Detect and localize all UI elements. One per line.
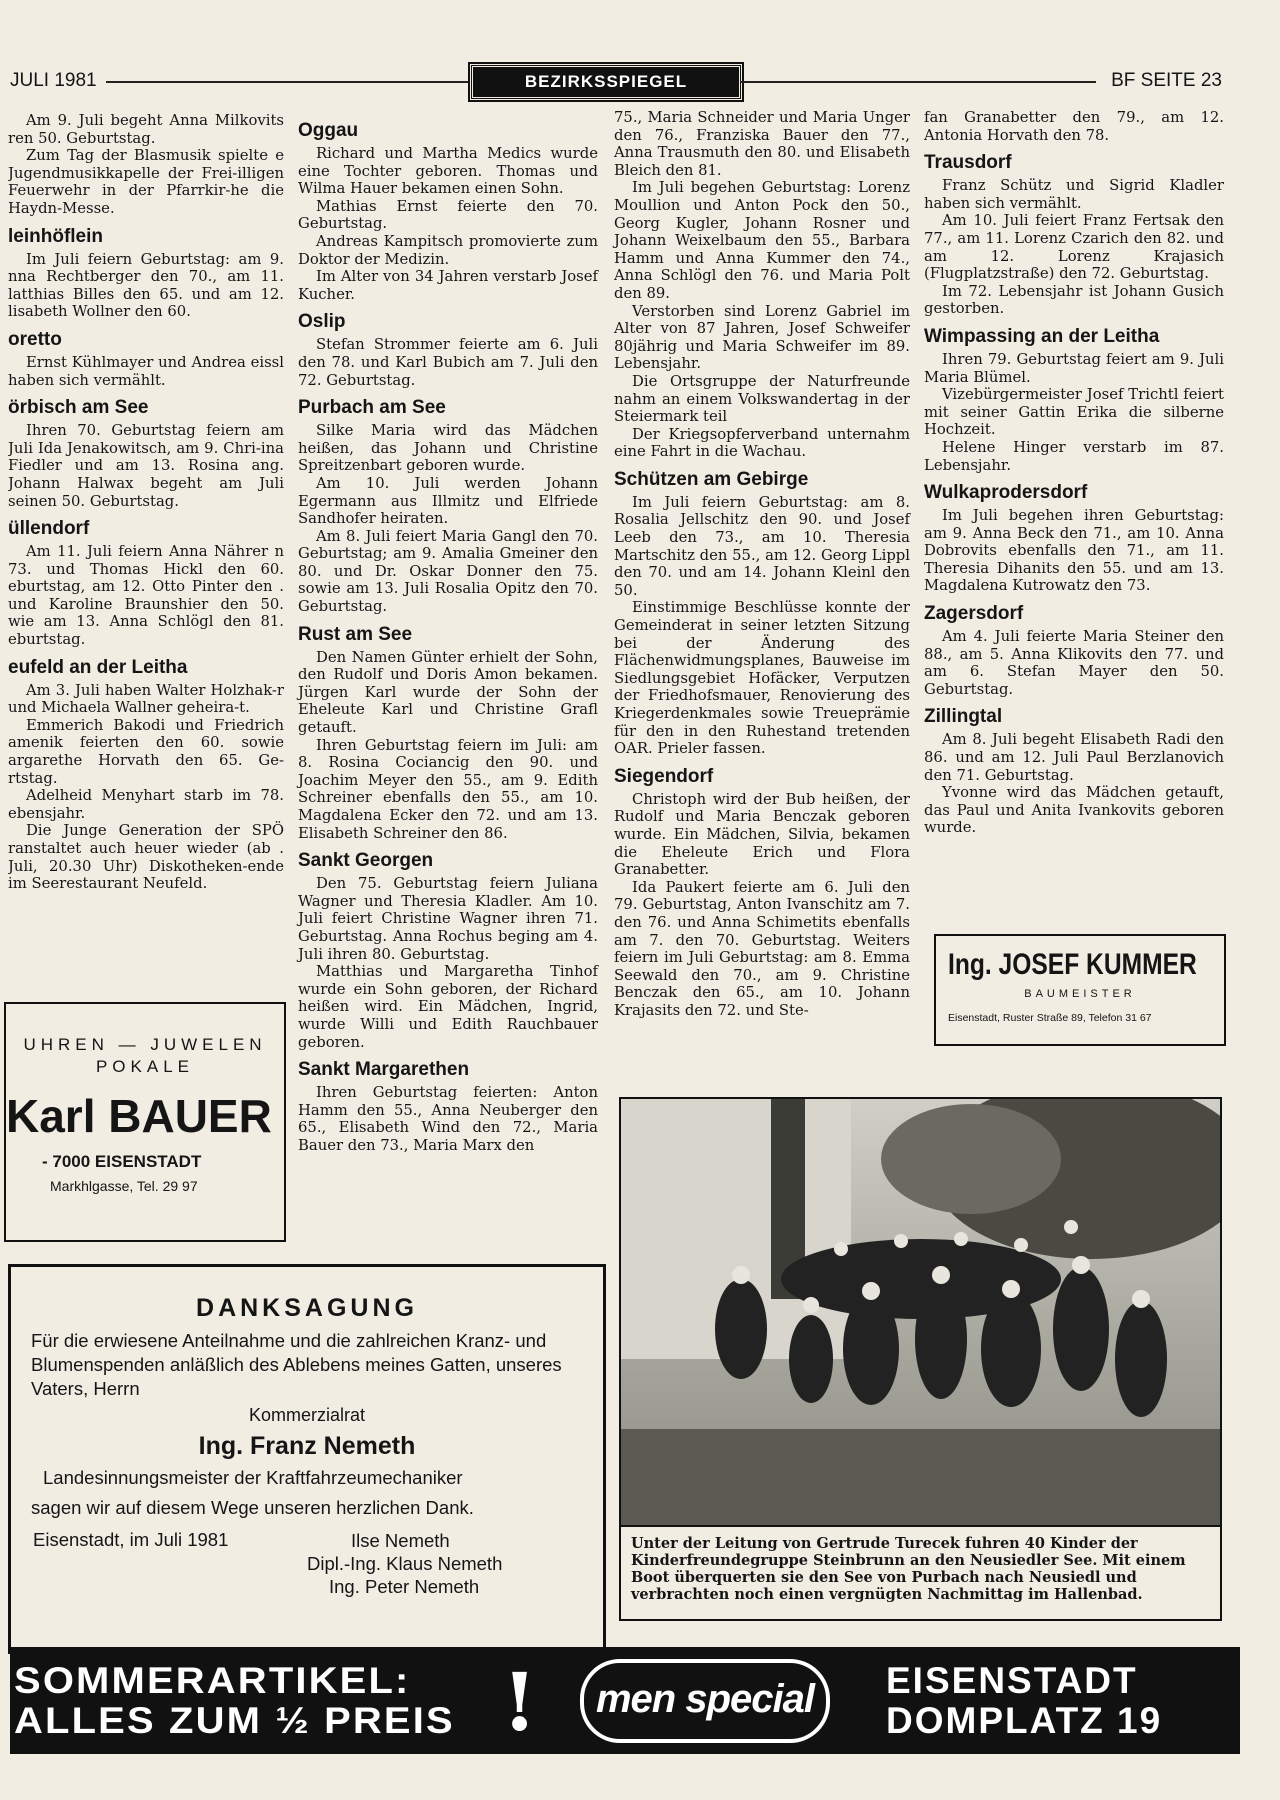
article-paragraph: Helene Hinger verstarb im 87. Lebensjahr. — [924, 438, 1224, 474]
section-heading: eufeld an der Leitha — [8, 656, 188, 678]
section-heading: Sankt Georgen — [298, 850, 434, 872]
section-heading: örbisch am See — [8, 397, 149, 419]
builder-ad-title: BAUMEISTER — [1024, 988, 1136, 1000]
banner-exclamation: ! — [502, 1655, 538, 1749]
article-paragraph: Richard und Martha Medics wurde eine Tochter geboren. Thomas und Wilma Hauer bekamen einen Sohn. — [298, 145, 598, 198]
sale-banner-ad — [10, 1647, 1240, 1754]
section-title: BEZIRKSSPIEGEL — [470, 64, 742, 100]
article-paragraph: Im Juli feiern Geburtstag: am 9. nna Rechtberger den 70., am 11. latthias Billes den 65. und am 12. lisabeth Wollner den 60. — [8, 250, 284, 321]
article-paragraph: Den Namen Günter erhielt der Sohn, den Rudolf und Doris Amon bekamen. Jürgen Karl wurde der Sohn der Eheleute Karl und Christine Grafl getauft. — [298, 648, 598, 737]
article-paragraph: Zum Tag der Blasmusik spielte e Jugendmusikkapelle der Frei-illigen Feuerwehr in der Pfarrkir-he die Haydn-Messe. — [8, 147, 284, 217]
article-paragraph: Franz Schütz und Sigrid Kladler haben sich vermählt. — [924, 177, 1224, 212]
notice-role: Landesinnungsmeister der Kraftfahrzeumechaniker — [43, 1467, 463, 1488]
article-paragraph: Ihren Geburtstag feiern im Juli: am 8. Rosina Cociancig den 90. und Joachim Meyer den 55., am 9. Edith Schreiner ebenfalls den 55., am 10. Magdalena Ecker den 72. und am 13. Elisabeth Schreiner den 86. — [298, 736, 598, 842]
notice-name: Ing. Franz Nemeth — [198, 1432, 416, 1460]
article-paragraph: Stefan Strommer feierte am 6. Juli den 78. und Karl Bubich am 7. Juli den 72. Geburtstag. — [298, 336, 598, 389]
photo-caption-text: Unter der Leitung von Gertrude Turecek fuhren 40 Kinder der Kinderfreundegruppe Steinbrunn an den Neusiedler See. Mit einem Boot überquerten sie den See von Purbach nach Neusiedl und verbrachten noch einen vergnügten Nachmittag im Hallenbad. — [631, 1535, 1186, 1603]
banner-left-text — [14, 1661, 455, 1741]
article-paragraph: Am 10. Juli feiert Franz Fertsak den 77., am 11. Lorenz Czarich den 82. und am 12. Lorenz Krajasich (Flugplatzstraße) den 72. Geburtstag. — [924, 212, 1224, 283]
photo-caption — [619, 1523, 1222, 1621]
article-paragraph: Einstimmige Beschlüsse konnte der Gemeinderat in seiner letzten Sitzung bei der Änderung des Flächenwidmungsplanes, Bauweise im Siedlungsgebiet Hofäcker, Verputzen der Friedhofsmauer, Renovierung des Kriegerdenkmales sowie Treueprämie für den in den Ruhestand tretenden OAR. Prieler fassen. — [614, 599, 910, 758]
article-paragraph: Am 10. Juli werden Johann Egermann aus Illmitz und Elfriede Sandhofer heiraten. — [298, 474, 598, 528]
article-paragraph: Am 4. Juli feierte Maria Steiner den 88., am 5. Anna Klikovits den 77. und am 6. Stefan Mayer den 50. Geburtstag. — [924, 628, 1224, 698]
header-rule-right — [740, 81, 1096, 83]
men-special-logo: men special — [580, 1659, 830, 1743]
article-paragraph: Matthias und Margaretha Tinhof wurde ein Sohn geboren, der Richard heißen wird. Ein Mädchen, Ingrid, wurde Willi und Edith Rauchbauer geboren. — [298, 963, 598, 1051]
section-heading: Siegendorf — [614, 765, 714, 787]
article-paragraph: Vizebürgermeister Josef Trichtl feiert mit seiner Gattin Erika die silberne Hochzeit. — [924, 386, 1224, 439]
column-4 — [924, 109, 1224, 837]
article-paragraph: Im 72. Lebensjahr ist Johann Gusich gestorben. — [924, 282, 1224, 318]
notice-title: DANKSAGUNG — [196, 1294, 418, 1322]
page-number: BF SEITE 23 — [1111, 70, 1222, 91]
section-heading: Oslip — [298, 311, 346, 333]
section-heading: Purbach am See — [298, 397, 446, 419]
article-paragraph: Im Juli begehen ihren Geburtstag: am 9. Anna Beck den 71., am 10. Anna Dobrovits ebenfalls den 71., am 11. Theresia Dihanits den 55. und am 13. Magdalena Kutrowatz den 73. — [924, 507, 1224, 595]
section-heading: Wulkaprodersdorf — [924, 482, 1088, 504]
notice-place-date: Eisenstadt, im Juli 1981 — [33, 1529, 229, 1550]
article-paragraph: Verstorben sind Lorenz Gabriel im Alter von 87 Jahren, Josef Schweifer 80jährig und Maria Schweifer im 89. Lebensjahr. — [614, 302, 910, 373]
article-paragraph: Am 3. Juli haben Walter Holzhak-r und Michaela Wallner geheira-t. — [8, 681, 284, 717]
article-paragraph: Mathias Ernst feierte den 70. Geburtstag. — [298, 197, 598, 233]
group-photo — [619, 1097, 1222, 1527]
section-heading: üllendorf — [8, 518, 90, 540]
section-heading: oretto — [8, 328, 62, 350]
jeweler-ad-tagline: UHREN — JUWELEN POKALE — [23, 1035, 267, 1076]
article-paragraph: Ida Paukert feierte am 6. Juli den 79. Geburtstag, Anton Ivanschitz am 7. den 76. und Anna Schimetits ebenfalls am 7. den 70. Geburtstag. Weiters feiern im Juli Geburtstag: am 8. Emma Seewald den 70., am 9. Christine Benczak den 65., am 10. Johann Krajasits den 72. und Ste- — [614, 878, 910, 1019]
section-heading: Zillingtal — [924, 706, 1003, 728]
signature-3: Ing. Peter Nemeth — [329, 1576, 480, 1597]
article-paragraph: Ihren 79. Geburtstag feiert am 9. Juli Maria Blümel. — [924, 350, 1224, 386]
article-paragraph: Andreas Kampitsch promovierte zum Doktor der Medizin. — [298, 232, 598, 268]
article-paragraph: Am 8. Juli feiert Maria Gangl den 70. Geburtstag; am 9. Amalia Gmeiner den 80. und Dr. Oskar Donner den 75. sowie am 13. Juli Rosalia Opitz den 70. Geburtstag. — [298, 527, 598, 616]
article-paragraph: Der Kriegsopferverband unternahm eine Fahrt in die Wachau. — [614, 425, 910, 461]
section-heading: Wimpassing an der Leitha — [924, 325, 1160, 347]
photo-stairs — [621, 1429, 1220, 1525]
article-paragraph: Im Juli begehen Geburtstag: Lorenz Moullion und Anton Pock den 50., Georg Kugler, Johann Rosner und Johann Weixelbaum den 55., Barbara Hamm und Anna Kummer den 74., Anna Schlögl den 76. und Maria Polt den 89. — [614, 179, 910, 302]
article-paragraph: Emmerich Bakodi und Friedrich amenik feierten den 60. sowie argarethe Horvath den 65. Ge-rtstag. — [8, 716, 284, 787]
article-paragraph: Die Ortsgruppe der Naturfreunde nahm an einem Volkswandertag in der Steiermark teil — [614, 372, 910, 426]
article-paragraph: fan Granabetter den 79., am 12. Antonia Horvath den 78. — [924, 109, 1224, 144]
jeweler-ad-name: Karl BAUER — [6, 1090, 272, 1142]
article-paragraph: Christoph wird der Bub heißen, der Rudolf und Maria Benczak geboren wurde. Ein Mädchen, Silvia, bekamen die Eheleute Erich und Flora Granabetter. — [614, 790, 910, 879]
header-rule-left — [106, 81, 470, 83]
notice-thanks: sagen wir auf diesem Wege unseren herzlichen Dank. — [31, 1497, 474, 1518]
section-heading: Sankt Margarethen — [298, 1059, 470, 1081]
issue-date: JULI 1981 — [10, 70, 97, 91]
article-paragraph: Im Juli feiern Geburtstag: am 8. Rosalia Jellschitz den 90. und Josef Leeb den 73., am 10. Theresia Martschitz den 55., am 12. Georg Lippl den 70. und am 14. Johann Kleinl den 50. — [614, 493, 910, 599]
article-paragraph: Ihren 70. Geburtstag feiern am Juli Ida Jenakowitsch, am 9. Chri-ina Fiedler und am 13. Rosina ang. Johann Halwax begeht am Juli seinen 50. Geburtstag. — [8, 422, 284, 510]
section-heading: Schützen am Gebirge — [614, 468, 809, 490]
article-paragraph: Die Junge Generation der SPÖ ranstaltet auch heuer wieder (ab . Juli, 20.30 Uhr) Diskotheken-ende im Seerestaurant Neufeld. — [8, 822, 284, 893]
article-paragraph: Yvonne wird das Mädchen getauft, das Paul und Anita Ivankovits geboren wurde. — [924, 784, 1224, 837]
jeweler-ad — [4, 1002, 286, 1242]
banner-city: EISENSTADT — [886, 1660, 1138, 1701]
article-paragraph: 75., Maria Schneider und Maria Unger den 76., Franziska Bauer den 77., Anna Trausmuth den 80. und Elisabeth Bleich den 81. — [614, 109, 910, 179]
group-photo-image — [621, 1099, 1220, 1525]
jeweler-ad-address: Markhlgasse, Tel. 29 97 — [50, 1178, 198, 1194]
section-heading: Rust am See — [298, 623, 413, 645]
builder-ad — [934, 934, 1226, 1046]
photo-trees-2 — [881, 1104, 1061, 1214]
section-heading: Zagersdorf — [924, 603, 1024, 625]
builder-ad-address: Eisenstadt, Ruster Straße 89, Telefon 31 67 — [948, 1012, 1152, 1024]
article-paragraph: Am 8. Juli begeht Elisabeth Radi den 86. und am 12. Juli Paul Berzlanovich den 71. Geburtstag. — [924, 731, 1224, 784]
article-paragraph: Ihren Geburtstag feierten: Anton Hamm den 55., Anna Neuberger den 65., Elisabeth Wind den 72., Maria Bauer den 73., Maria Marx den — [298, 1084, 598, 1154]
banner-address: DOMPLATZ 19 — [886, 1700, 1163, 1741]
banner-line-1: SOMMERARTIKEL: — [14, 1660, 411, 1701]
article-paragraph: Adelheid Menyhart starb im 78. ebensjahr. — [8, 787, 284, 822]
column-1 — [8, 112, 284, 893]
article-paragraph: Ernst Kühlmayer und Andrea eissl haben sich vermählt. — [8, 353, 284, 389]
notice-signatures — [307, 1529, 503, 1598]
article-paragraph: Silke Maria wird das Mädchen heißen, das Johann und Christine Spreitzenbart geboren wurde. — [298, 422, 598, 475]
jeweler-ad-city: - 7000 EISENSTADT — [42, 1152, 202, 1171]
banner-right-text — [886, 1661, 1162, 1741]
banner-line-2: ALLES ZUM ½ PREIS — [14, 1700, 455, 1741]
obituary-notice — [8, 1264, 606, 1654]
article-paragraph: Im Alter von 34 Jahren verstarb Josef Kucher. — [298, 268, 598, 303]
article-paragraph: Am 9. Juli begeht Anna Milkovits ren 50. Geburtstag. — [8, 112, 284, 147]
section-heading: Oggau — [298, 120, 359, 141]
column-2 — [298, 112, 598, 1155]
section-heading: Trausdorf — [924, 152, 1012, 174]
section-heading: leinhöflein — [8, 225, 103, 247]
article-paragraph: Den 75. Geburtstag feiern Juliana Wagner und Theresia Kladler. Am 10. Juli feiert Christine Wagner ihren 71. Geburtstag. Anna Rochus beging am 4. Juli ihren 80. Geburtstag. — [298, 875, 598, 963]
signature-2: Dipl.-Ing. Klaus Nemeth — [307, 1553, 503, 1574]
notice-body: Für die erwiesene Anteilnahme und die zahlreichen Kranz- und Blumenspenden anläßlich des Ablebens meines Gatten, unseres Vaters, Herrn — [31, 1330, 562, 1399]
builder-ad-name: Ing. JOSEF KUMMER — [948, 948, 1197, 981]
article-paragraph: Am 11. Juli feiern Anna Nährer n 73. und Thomas Hickl den 60. eburtstag, am 12. Otto Pinter den . und Karoline Braunshier den 50. wie am 13. Anna Schlögl den 81. eburtstag. — [8, 543, 284, 649]
signature-1: Ilse Nemeth — [351, 1530, 450, 1551]
column-3 — [614, 109, 910, 1020]
notice-rank: Kommerzialrat — [248, 1405, 366, 1425]
